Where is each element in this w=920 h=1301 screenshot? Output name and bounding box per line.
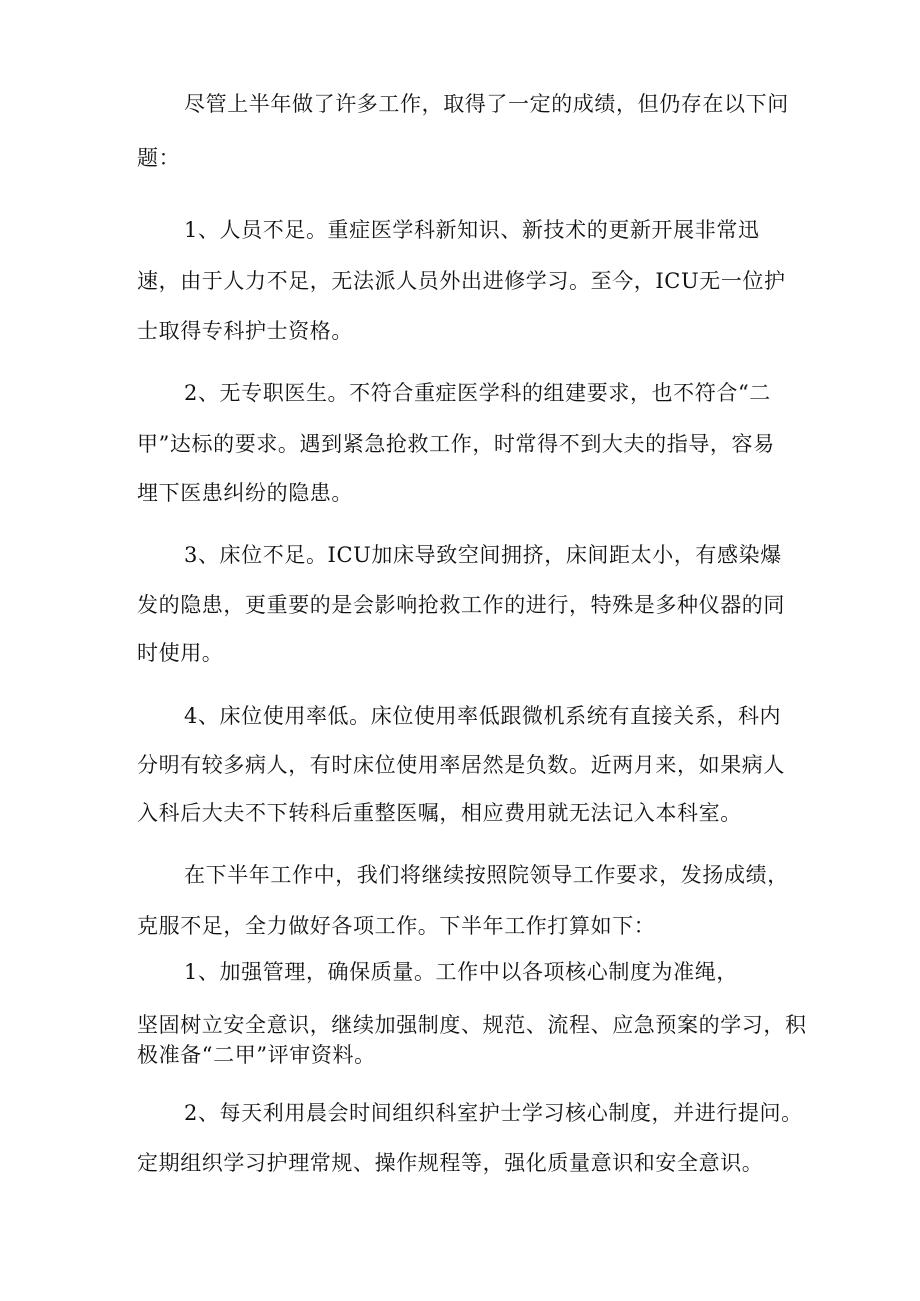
text-line-11: 时使用。 [137, 641, 224, 665]
text-line-21: 定期组织学习护理常规、操作规程等，强化质量意识和安全意识。 [137, 1151, 764, 1175]
text-line-12: 4、床位使用率低。床位使用率低跟微机系统有直接关系，科内 [184, 704, 782, 728]
text-line-20: 2、每天利用晨会时间组织科室护士学习核心制度，并进行提问。 [184, 1101, 803, 1125]
text-line-13: 分明有较多病人，有时床位使用率居然是负数。近两月来，如果病人 [137, 753, 785, 777]
text-line-1: 尽管上半年做了许多工作，取得了一定的成绩，但仍存在以下问 [184, 92, 789, 116]
text-line-8: 埋下医患纠纷的隐患。 [137, 481, 353, 505]
text-line-16: 克服不足，全力做好各项工作。下半年工作打算如下： [137, 914, 656, 938]
text-line-15: 在下半年工作中，我们将继续按照院领导工作要求，发扬成绩， [184, 863, 789, 887]
text-line-10: 发的隐患，更重要的是会影响抢救工作的进行，特殊是多种仪器的同 [137, 593, 785, 617]
text-line-3: 1、人员不足。重症医学科新知识、新技术的更新开展非常迅 [184, 218, 760, 242]
text-line-6: 2、无专职医生。不符合重症医学科的组建要求，也不符合“二 [184, 381, 771, 405]
text-line-17: 1、加强管理，确保质量。工作中以各项核心制度为准绳， [184, 960, 738, 984]
text-line-4: 速，由于人力不足，无法派人员外出进修学习。至今，ICU无一位护 [137, 269, 786, 293]
text-line-9: 3、床位不足。ICU加床导致空间拥挤，床间距太小，有感染爆 [184, 543, 782, 567]
text-line-19: 极准备“二甲”评审资料。 [137, 1043, 376, 1067]
text-line-5: 士取得专科护士资格。 [137, 319, 353, 343]
text-line-14: 入科后大夫不下转科后重整医嘱，相应费用就无法记入本科室。 [137, 801, 742, 825]
text-line-2: 题： [137, 146, 181, 170]
text-line-7: 甲”达标的要求。遇到紧急抢救工作，时常得不到大夫的指导，容易 [137, 432, 775, 456]
text-line-18: 坚固树立安全意识，继续加强制度、规范、流程、应急预案的学习，积 [137, 1013, 807, 1037]
